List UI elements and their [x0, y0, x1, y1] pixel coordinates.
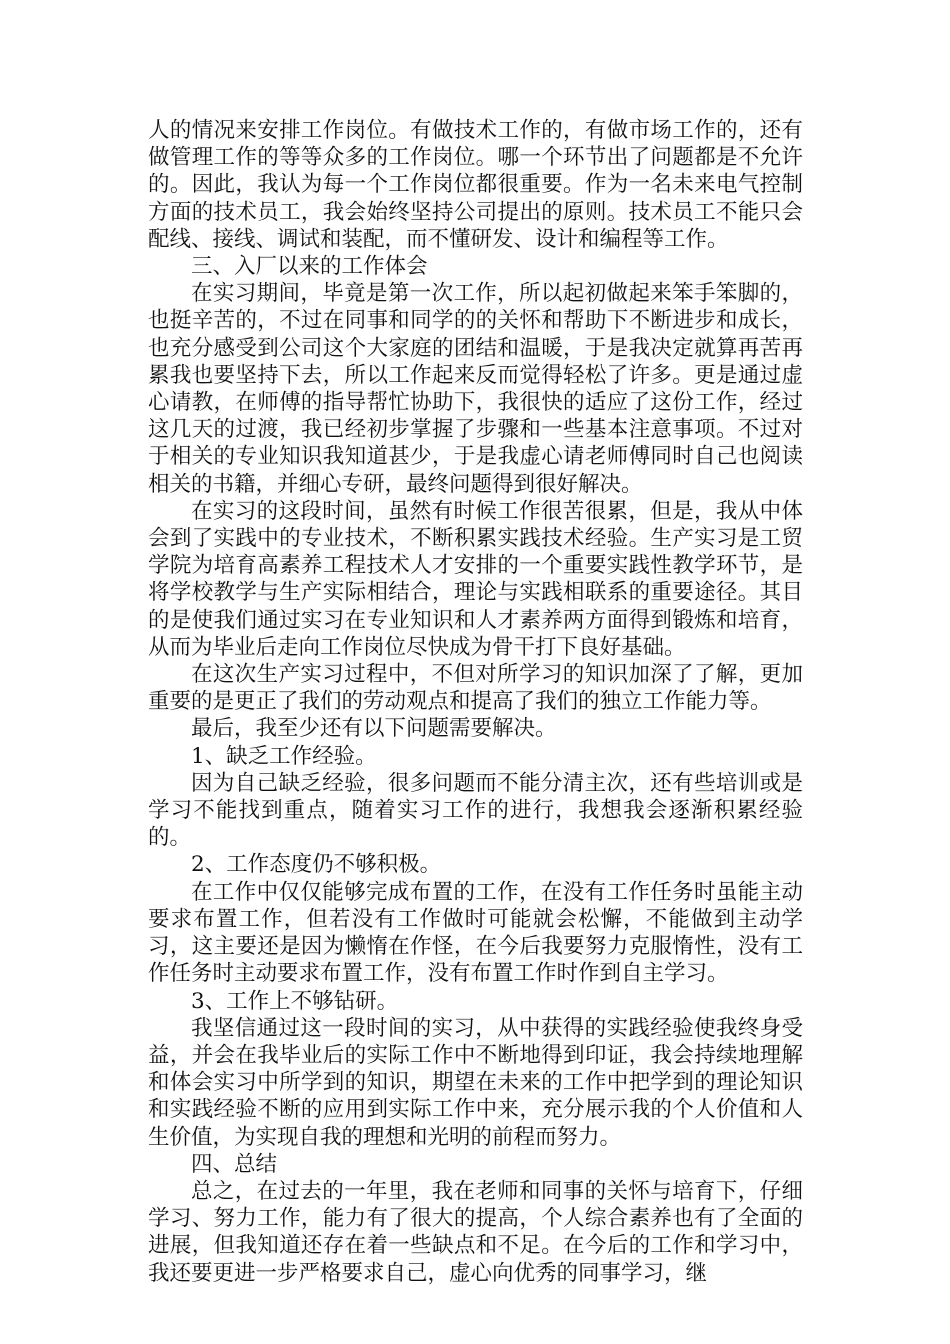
section-heading-3: 三、入厂以来的工作体会 [191, 254, 428, 280]
list-heading-1: 1、缺乏工作经验。 [191, 743, 377, 769]
list-heading-2: 2、工作态度仍不够积极。 [191, 852, 442, 878]
body-paragraph: 我坚信通过这一段时间的实习，从中获得的实践经验使我终身受益，并会在我毕业后的实际工作中不断地得到印证，我会持续地理解和体会实习中所学到的知识，期望在未来的工作中把学到的理论知识和实践经验不断的应用到实际工作中来，充分展示我的个人价值和人生价值，为实现自我的理想和光明的前程而努力。 [148, 1015, 803, 1150]
body-paragraph: 因为自己缺乏经验，很多问题而不能分清主次，还有些培训或是学习不能找到重点，随着实习工作的进行，我想我会逐渐积累经验的。 [148, 770, 803, 851]
document-page [148, 117, 803, 1287]
paragraph-continuation: 人的情况来安排工作岗位。有做技术工作的，有做市场工作的，还有做管理工作的等等众多的工作岗位。哪一个环节出了问题都是不允许的。因此，我认为每一个工作岗位都很重要。作为一名未来电气控制方面的技术员工，我会始终坚持公司提出的原则。技术员工不能只会配线、接线、调试和装配，而不懂研发、设计和编程等工作。 [148, 118, 803, 252]
list-heading-3: 3、工作上不够钻研。 [191, 988, 399, 1014]
body-paragraph: 在实习期间，毕竟是第一次工作，所以起初做起来笨手笨脚的，也挺辛苦的，不过在同事和同学的的关怀和帮助下不断进步和成长，也充分感受到公司这个大家庭的团结和温暖，于是我决定就算再苦再累我也要坚持下去，所以工作起来反而觉得轻松了许多。更是通过虚心请教，在师傅的指导帮忙协助下，我很快的适应了这份工作，经过这几天的过渡，我已经初步掌握了步骤和一些基本注意事项。不过对于相关的专业知识我知道甚少，于是我虚心请老师傅同时自己也阅读相关的书籍，并细心专研，最终问题得到很好解决。 [148, 281, 803, 497]
body-paragraph: 在实习的这段时间，虽然有时候工作很苦很累，但是，我从中体会到了实践中的专业技术，不断积累实践技术经验。生产实习是工贸学院为培育高素养工程技术人才安排的一个重要实践性教学环节，是将学校教学与生产实际相结合，理论与实践相联系的重要途径。其目的是使我们通过实习在专业知识和人才素养两方面得到锻炼和培育，从而为毕业后走向工作岗位尽快成为骨干打下良好基础。 [148, 498, 803, 660]
body-paragraph: 总之，在过去的一年里，我在老师和同事的关怀与培育下，仔细学习、努力工作，能力有了很大的提高，个人综合素养也有了全面的进展，但我知道还存在着一些缺点和不足。在今后的工作和学习中，我还要更进一步严格要求自己，虚心向优秀的同事学习，继 [148, 1178, 803, 1286]
body-paragraph: 在工作中仅仅能够完成布置的工作，在没有工作任务时虽能主动要求布置工作，但若没有工作做时可能就会松懈，不能做到主动学习，这主要还是因为懒惰在作怪，在今后我要努力克服惰性，没有工作任务时主动要求布置工作，没有布置工作时作到自主学习。 [148, 879, 803, 987]
section-heading-4: 四、总结 [191, 1151, 278, 1177]
body-paragraph: 最后，我至少还有以下问题需要解决。 [191, 716, 557, 742]
body-paragraph: 在这次生产实习过程中，不但对所学习的知识加深了了解，更加重要的是更正了我们的劳动观点和提高了我们的独立工作能力等。 [148, 662, 803, 715]
